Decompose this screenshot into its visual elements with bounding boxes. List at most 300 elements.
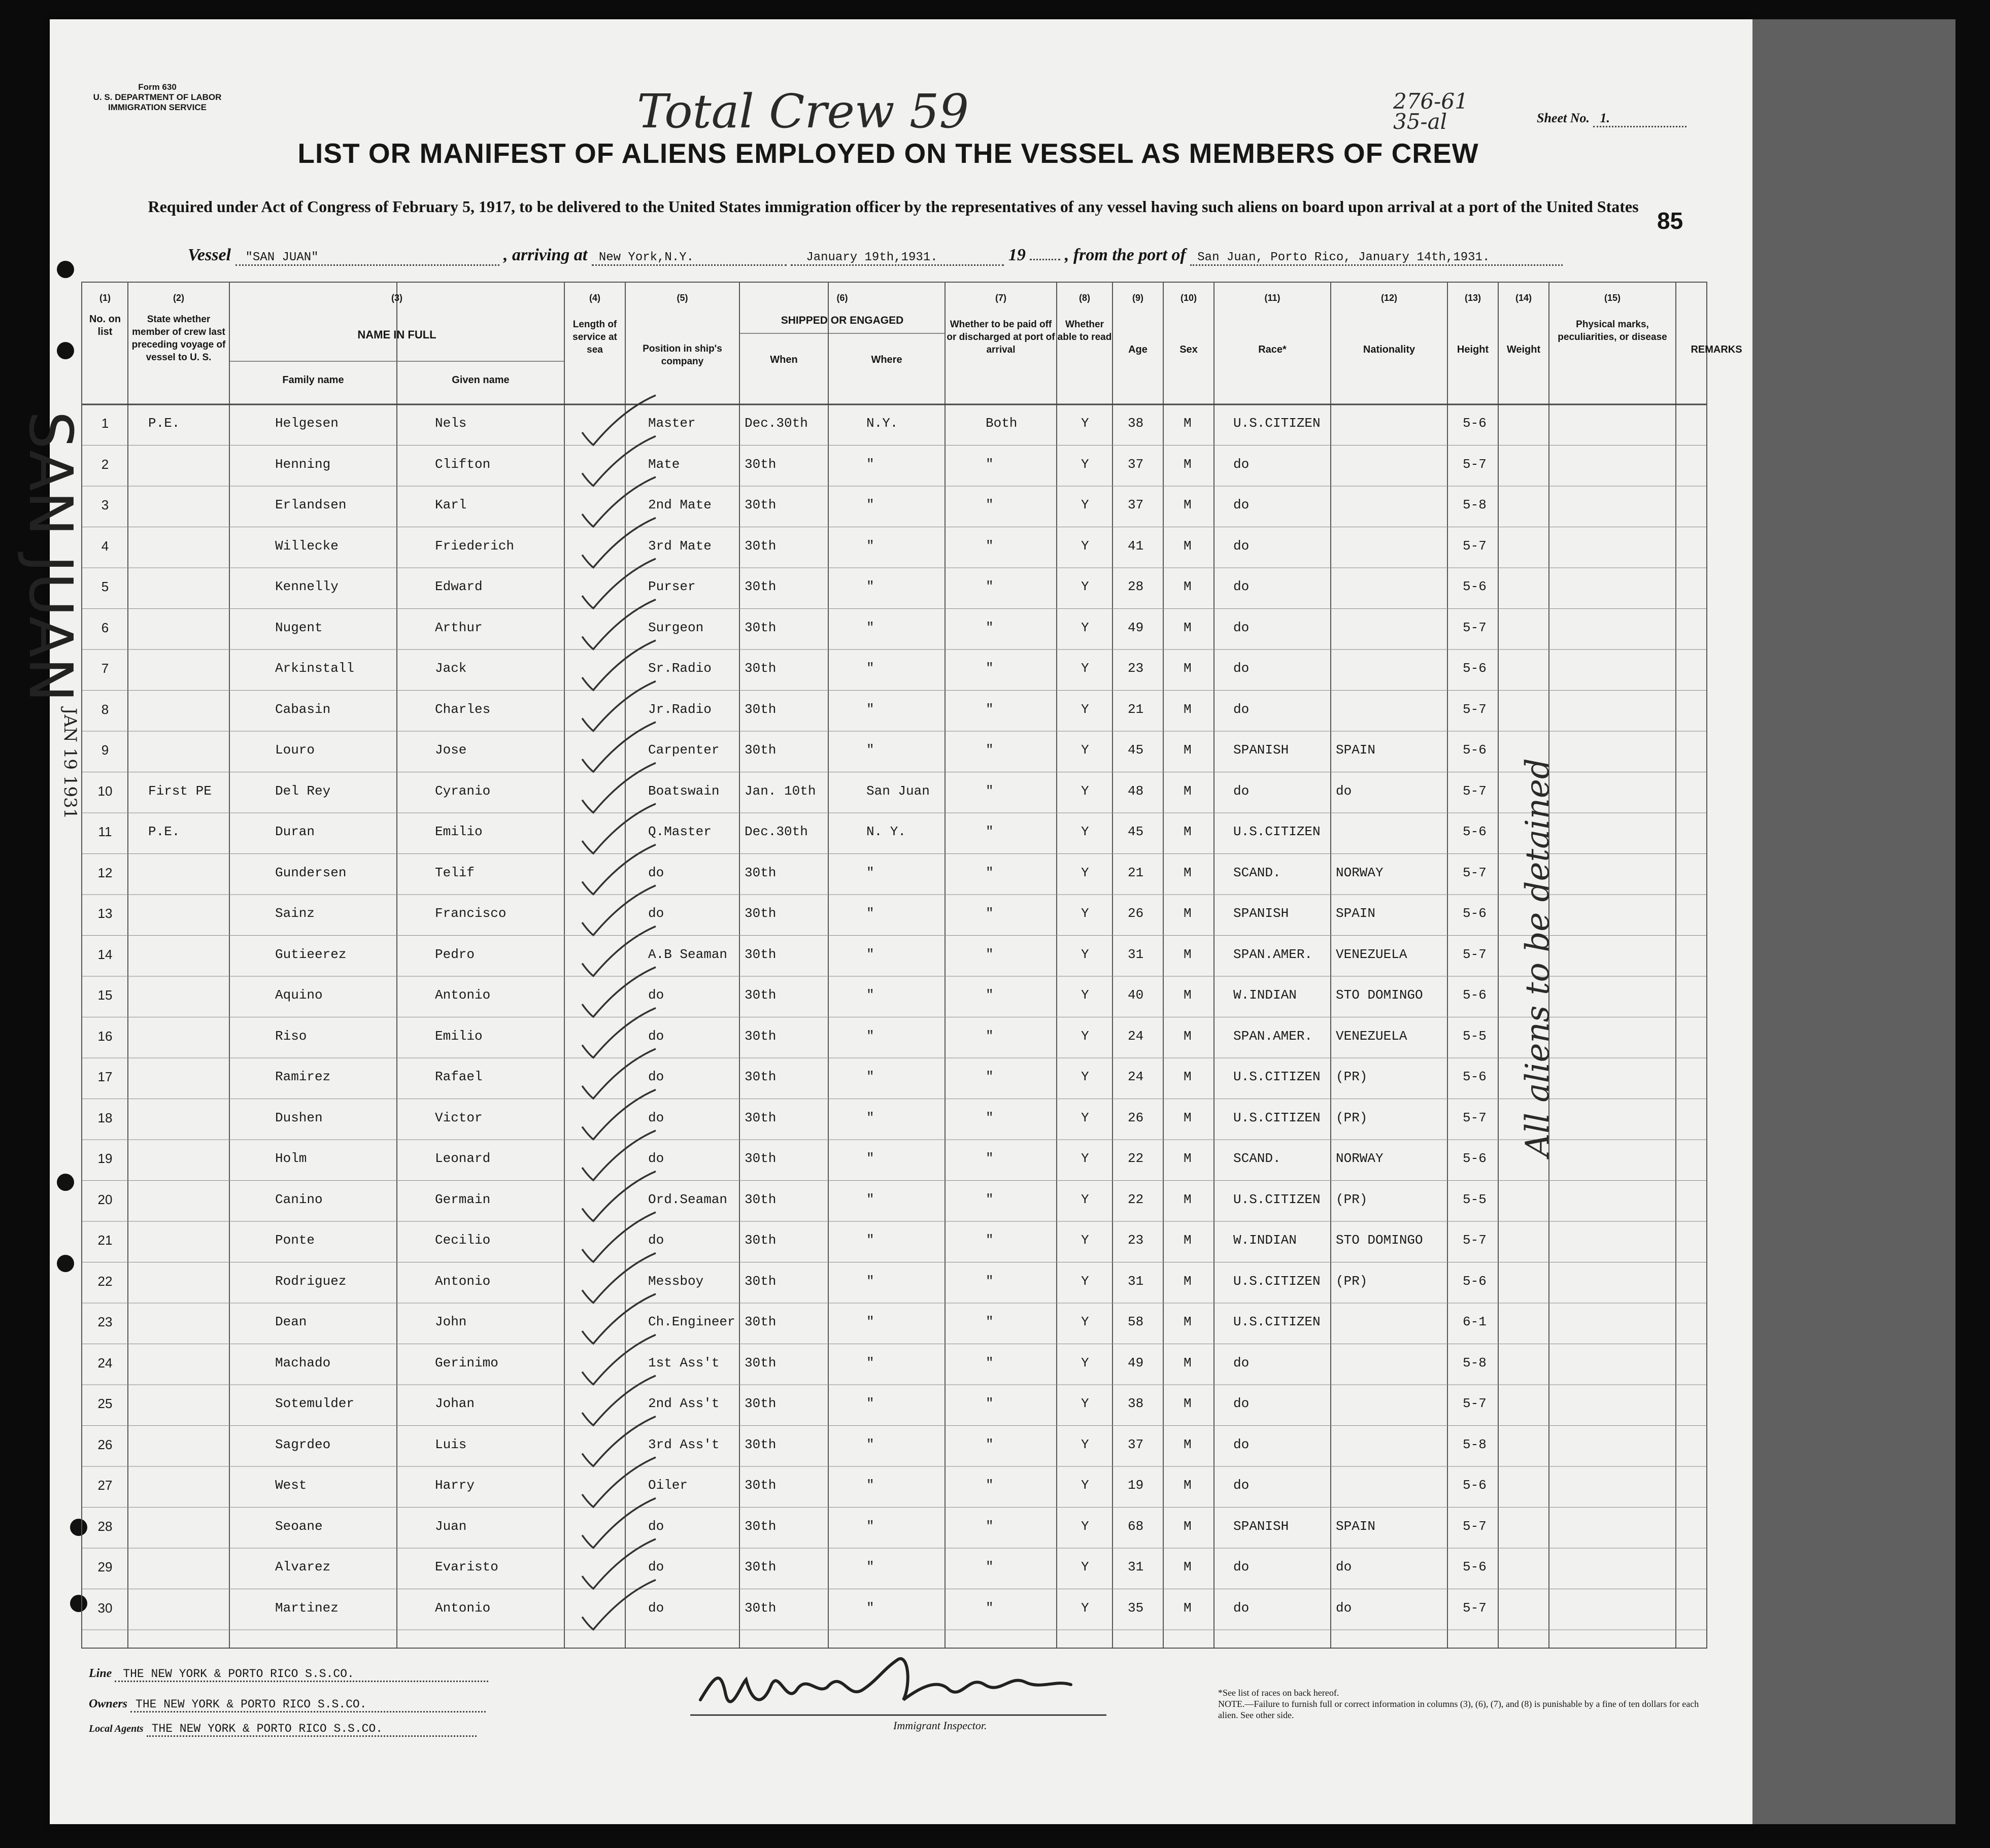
cell-no: 2 (101, 456, 109, 472)
cell-position: do (648, 1559, 664, 1575)
cell-where: " (866, 946, 874, 962)
cell-no: 23 (97, 1314, 113, 1329)
form-number: Form 630 (138, 82, 177, 92)
cell-position: 3rd Ass't (648, 1436, 720, 1452)
cell-when: 30th (745, 1151, 777, 1166)
cell-sex: M (1184, 701, 1192, 717)
cell-when: 30th (745, 1233, 777, 1248)
cell-sex: M (1184, 1191, 1192, 1207)
cell-no: 28 (97, 1518, 113, 1534)
cell-prev: P.E. (148, 416, 180, 431)
cell-height: 5-7 (1463, 538, 1487, 554)
cell-age: 31 (1128, 1559, 1144, 1575)
cell-read: Y (1081, 865, 1089, 880)
cell-where: San Juan (866, 783, 930, 799)
col-num-11: (11) (1264, 293, 1280, 303)
cell-position: Oiler (648, 1478, 688, 1493)
cell-where: N. Y. (866, 824, 906, 839)
cell-no: 4 (101, 538, 109, 554)
cell-nat: NORWAY (1336, 865, 1384, 880)
cell-paid: Both (986, 416, 1018, 431)
cell-read: Y (1081, 701, 1089, 717)
cell-no: 13 (97, 906, 113, 921)
cell-family: Gundersen (275, 865, 347, 880)
cell-sex: M (1184, 1028, 1192, 1044)
cell-read: Y (1081, 1436, 1089, 1452)
cell-read: Y (1081, 783, 1089, 799)
cell-family: Sainz (275, 906, 315, 921)
cell-where: " (866, 865, 874, 880)
cell-position: Purser (648, 579, 696, 594)
cell-height: 5-6 (1463, 1069, 1487, 1084)
cell-age: 21 (1128, 701, 1144, 717)
cell-age: 68 (1128, 1518, 1144, 1534)
cell-where: " (866, 1518, 874, 1534)
cell-nat: (PR) (1336, 1069, 1368, 1084)
cell-nat: (PR) (1336, 1273, 1368, 1289)
cell-no: 16 (97, 1028, 113, 1044)
cell-no: 29 (97, 1559, 113, 1575)
cell-sex: M (1184, 1518, 1192, 1534)
cell-family: Dushen (275, 1110, 323, 1125)
cell-sex: M (1184, 1273, 1192, 1289)
cell-where: " (866, 1559, 874, 1575)
cell-sex: M (1184, 497, 1192, 512)
cell-given: Edward (435, 579, 483, 594)
cell-height: 5-6 (1463, 1273, 1487, 1289)
cell-where: " (866, 538, 874, 554)
cell-sex: M (1184, 538, 1192, 554)
cell-age: 49 (1128, 620, 1144, 635)
agents-label: Local Agents (89, 1723, 144, 1734)
cell-position: do (648, 1518, 664, 1534)
cell-when: Dec.30th (745, 416, 808, 431)
cell-read: Y (1081, 416, 1089, 431)
cell-paid: " (986, 1600, 994, 1616)
cell-given: Emilio (435, 1028, 483, 1044)
cell-position: do (648, 1110, 664, 1125)
cell-paid: " (986, 1233, 994, 1248)
cell-read: Y (1081, 1028, 1089, 1044)
arriving-label: , arriving at (503, 246, 588, 264)
col-num-2: (2) (173, 293, 184, 303)
cell-when: 30th (745, 497, 777, 512)
page-number: 85 (1657, 208, 1683, 234)
cell-family: Sotemulder (275, 1396, 355, 1411)
cell-no: 7 (101, 661, 109, 676)
cell-height: 5-8 (1463, 1436, 1487, 1452)
cell-sex: M (1184, 620, 1192, 635)
col-num-3: (3) (391, 293, 402, 303)
cell-family: Sagrdeo (275, 1436, 331, 1452)
cell-paid: " (986, 742, 994, 758)
cell-sex: M (1184, 1559, 1192, 1575)
cell-family: Gutieerez (275, 946, 347, 962)
cell-paid: " (986, 538, 994, 554)
cell-no: 30 (97, 1600, 113, 1616)
cell-age: 35 (1128, 1600, 1144, 1616)
cell-position: Surgeon (648, 620, 704, 635)
cell-given: Emilio (435, 824, 483, 839)
cell-read: Y (1081, 1110, 1089, 1125)
cell-no: 27 (97, 1478, 113, 1493)
cell-where: " (866, 1151, 874, 1166)
cell-where: " (866, 579, 874, 594)
cell-where: " (866, 1233, 874, 1248)
cell-position: Jr.Radio (648, 701, 712, 717)
cell-height: 5-6 (1463, 1559, 1487, 1575)
cell-nat: (PR) (1336, 1191, 1368, 1207)
cell-paid: " (986, 824, 994, 839)
cell-when: Jan. 10th (745, 783, 816, 799)
cell-paid: " (986, 1559, 994, 1575)
cell-height: 5-7 (1463, 1110, 1487, 1125)
cell-family: Machado (275, 1355, 331, 1371)
cell-given: Karl (435, 497, 467, 512)
cell-no: 20 (97, 1191, 113, 1207)
cell-height: 5-6 (1463, 579, 1487, 594)
cell-nat: VENEZUELA (1336, 1028, 1407, 1044)
cell-height: 5-7 (1463, 1233, 1487, 1248)
cell-height: 5-6 (1463, 987, 1487, 1003)
cell-given: Germain (435, 1191, 491, 1207)
cell-position: Master (648, 416, 696, 431)
department-name: U. S. DEPARTMENT OF LABOR (93, 92, 222, 102)
cell-paid: " (986, 1518, 994, 1534)
arrival-stamp (16, 411, 86, 726)
penalty-note: NOTE.—Failure to furnish full or correct information in columns (3), (6), (7), and (8) is punishable by a fine of ten dollars for each alien. See other side. (1218, 1699, 1699, 1720)
cell-where: " (866, 1110, 874, 1125)
page-title: LIST OR MANIFEST OF ALIENS EMPLOYED ON THE VESSEL AS MEMBERS OF CREW (297, 138, 1479, 169)
cell-race: SPANISH (1233, 906, 1289, 921)
cell-nat: SPAIN (1336, 742, 1376, 758)
cell-sex: M (1184, 456, 1192, 472)
cell-family: Holm (275, 1151, 307, 1166)
col-head-remarks: REMARKS (1691, 344, 1742, 355)
cell-sex: M (1184, 1110, 1192, 1125)
stamp-date: JAN 19 1931 (60, 708, 80, 819)
cell-height: 5-7 (1463, 1600, 1487, 1616)
cell-read: Y (1081, 1396, 1089, 1411)
cell-race: do (1233, 497, 1250, 512)
cell-given: Jose (435, 742, 467, 758)
cell-position: 1st Ass't (648, 1355, 720, 1371)
cell-height: 5-8 (1463, 1355, 1487, 1371)
races-note: *See list of races on back hereof. (1218, 1688, 1339, 1698)
cell-sex: M (1184, 579, 1192, 594)
cell-position: 3rd Mate (648, 538, 712, 554)
cell-sex: M (1184, 865, 1192, 880)
cell-age: 40 (1128, 987, 1144, 1003)
footer-notes (1218, 1687, 1705, 1721)
cell-age: 37 (1128, 1436, 1144, 1452)
cell-paid: " (986, 1151, 994, 1166)
cell-height: 5-5 (1463, 1028, 1487, 1044)
cell-paid: " (986, 579, 994, 594)
owners-label: Owners (89, 1697, 128, 1710)
col-head-prev-voyage: State whether member of crew last preceding voyage of vessel to U. S. (131, 314, 226, 363)
from-label: , from the port of (1064, 246, 1186, 264)
cell-when: 30th (745, 865, 777, 880)
cell-age: 23 (1128, 1233, 1144, 1248)
arrival-port: New York,N.Y. (592, 251, 787, 266)
cell-height: 5-6 (1463, 1151, 1487, 1166)
cell-where: " (866, 1478, 874, 1493)
col-head-height: Height (1457, 344, 1489, 355)
cell-family: Nugent (275, 620, 323, 635)
cell-when: 30th (745, 538, 777, 554)
cell-height: 5-7 (1463, 701, 1487, 717)
cell-nat: STO DOMINGO (1336, 1233, 1423, 1248)
cell-age: 23 (1128, 661, 1144, 676)
col-head-read: Whether able to read (1057, 319, 1112, 343)
cell-no: 21 (97, 1233, 113, 1248)
cell-family: West (275, 1478, 307, 1493)
cell-sex: M (1184, 987, 1192, 1003)
cell-sex: M (1184, 824, 1192, 839)
cell-race: do (1233, 783, 1250, 799)
cell-sex: M (1184, 946, 1192, 962)
cell-when: 30th (745, 701, 777, 717)
cell-race: SCAND. (1233, 1151, 1281, 1166)
cell-height: 5-7 (1463, 865, 1487, 880)
cell-position: Carpenter (648, 742, 720, 758)
cell-family: Duran (275, 824, 315, 839)
cell-family: Aquino (275, 987, 323, 1003)
cell-paid: " (986, 1478, 994, 1493)
cell-read: Y (1081, 824, 1089, 839)
total-crew-note: Total Crew 59 (637, 84, 969, 139)
cell-read: Y (1081, 1273, 1089, 1289)
cell-height: 5-6 (1463, 906, 1487, 921)
cell-when: Dec.30th (745, 824, 808, 839)
cell-paid: " (986, 701, 994, 717)
cell-paid: " (986, 1028, 994, 1044)
cell-family: Seoane (275, 1518, 323, 1534)
cell-height: 5-6 (1463, 742, 1487, 758)
cell-position: do (648, 1069, 664, 1084)
cell-when: 30th (745, 946, 777, 962)
cell-family: Riso (275, 1028, 307, 1044)
cell-given: Johan (435, 1396, 475, 1411)
cell-given: Leonard (435, 1151, 491, 1166)
cell-age: 38 (1128, 416, 1144, 431)
vessel-line (188, 246, 1660, 271)
cell-race: W.INDIAN (1233, 987, 1297, 1003)
cell-race: do (1233, 538, 1250, 554)
cell-given: Francisco (435, 906, 507, 921)
cell-race: do (1233, 620, 1250, 635)
cell-age: 45 (1128, 824, 1144, 839)
cell-age: 38 (1128, 1396, 1144, 1411)
cell-given: Antonio (435, 1600, 491, 1616)
departure-port: San Juan, Porto Rico, January 14th,1931. (1190, 251, 1563, 266)
col-head-given-name: Given name (452, 374, 510, 386)
cell-where: " (866, 1273, 874, 1289)
cell-height: 5-7 (1463, 456, 1487, 472)
cell-paid: " (986, 1396, 994, 1411)
binder-hole (57, 342, 74, 359)
cell-race: do (1233, 1559, 1250, 1575)
cell-race: do (1233, 661, 1250, 676)
cell-read: Y (1081, 1600, 1089, 1616)
cell-when: 30th (745, 1273, 777, 1289)
cell-sex: M (1184, 1396, 1192, 1411)
cell-age: 22 (1128, 1191, 1144, 1207)
cell-position: A.B Seaman (648, 946, 728, 962)
cell-race: SPANISH (1233, 742, 1289, 758)
cell-position: Mate (648, 456, 680, 472)
cell-no: 22 (97, 1273, 113, 1289)
cell-family: Dean (275, 1314, 307, 1329)
cell-position: Ch.Engineer (648, 1314, 735, 1329)
cell-when: 30th (745, 456, 777, 472)
cell-nat: do (1336, 783, 1352, 799)
cell-sex: M (1184, 1151, 1192, 1166)
cell-family: Helgesen (275, 416, 339, 431)
cell-position: do (648, 1151, 664, 1166)
cell-family: Ramirez (275, 1069, 331, 1084)
year-label: 19 (1008, 246, 1026, 264)
cell-paid: " (986, 1069, 994, 1084)
cell-age: 22 (1128, 1151, 1144, 1166)
cell-family: Del Rey (275, 783, 331, 799)
cell-where: N.Y. (866, 416, 898, 431)
cell-position: 2nd Ass't (648, 1396, 720, 1411)
col-head-paid-off: Whether to be paid off or discharged at port of arrival (947, 319, 1055, 355)
cell-sex: M (1184, 416, 1192, 431)
cell-position: Ord.Seaman (648, 1191, 728, 1207)
sheet-number: 1. (1593, 111, 1687, 127)
cell-age: 26 (1128, 906, 1144, 921)
cell-race: do (1233, 1396, 1250, 1411)
footer-line-field (89, 1667, 698, 1682)
cell-when: 30th (745, 1436, 777, 1452)
cell-no: 8 (101, 701, 109, 717)
line-value: THE NEW YORK & PORTO RICO S.S.CO. (115, 1667, 488, 1682)
cell-given: Harry (435, 1478, 475, 1493)
corner-note (1393, 91, 1468, 132)
cell-family: Ponte (275, 1233, 315, 1248)
cell-paid: " (986, 1191, 994, 1207)
cell-read: Y (1081, 538, 1089, 554)
col-head-race: Race* (1258, 344, 1287, 355)
cell-paid: " (986, 456, 994, 472)
service-name: IMMIGRATION SERVICE (108, 102, 207, 112)
cell-when: 30th (745, 1478, 777, 1493)
cell-paid: " (986, 987, 994, 1003)
cell-position: do (648, 1028, 664, 1044)
line-label: Line (89, 1667, 112, 1680)
cell-read: Y (1081, 620, 1089, 635)
cell-family: Alvarez (275, 1559, 331, 1575)
cell-where: " (866, 987, 874, 1003)
vessel-name: "SAN JUAN" (235, 251, 499, 266)
cell-race: U.S.CITIZEN (1233, 1191, 1321, 1207)
cell-age: 26 (1128, 1110, 1144, 1125)
cell-given: Clifton (435, 456, 491, 472)
cell-race: do (1233, 1478, 1250, 1493)
cell-where: " (866, 1600, 874, 1616)
cell-read: Y (1081, 456, 1089, 472)
cell-nat: do (1336, 1600, 1352, 1616)
col-num-15: (15) (1604, 293, 1621, 303)
cell-prev: First PE (148, 783, 212, 799)
cell-paid: " (986, 1273, 994, 1289)
inspector-caption: Immigrant Inspector. (893, 1719, 987, 1732)
cell-given: John (435, 1314, 467, 1329)
cell-height: 5-6 (1463, 1478, 1487, 1493)
cell-age: 24 (1128, 1069, 1144, 1084)
cell-no: 14 (97, 946, 113, 962)
cell-paid: " (986, 946, 994, 962)
cell-given: Cecilio (435, 1233, 491, 1248)
cell-read: Y (1081, 1191, 1089, 1207)
cell-given: Rafael (435, 1069, 483, 1084)
cell-read: Y (1081, 742, 1089, 758)
stamp-ship-name: SAN JUAN (16, 411, 86, 702)
cell-given: Juan (435, 1518, 467, 1534)
cell-where: " (866, 620, 874, 635)
col-num-8: (8) (1079, 293, 1090, 303)
col-head-nationality: Nationality (1363, 344, 1415, 355)
col-head-where: Where (871, 354, 902, 365)
col-num-14: (14) (1515, 293, 1532, 303)
cell-when: 30th (745, 1028, 777, 1044)
cell-family: Rodriguez (275, 1273, 347, 1289)
cell-when: 30th (745, 1110, 777, 1125)
cell-height: 6-1 (1463, 1314, 1487, 1329)
cell-given: Telif (435, 865, 475, 880)
cell-sex: M (1184, 1069, 1192, 1084)
cell-race: W.INDIAN (1233, 1233, 1297, 1248)
cell-height: 5-5 (1463, 1191, 1487, 1207)
cell-age: 37 (1128, 497, 1144, 512)
cell-when: 30th (745, 1191, 777, 1207)
form-id (76, 82, 239, 113)
cell-position: Sr.Radio (648, 661, 712, 676)
cell-no: 3 (101, 497, 109, 512)
cell-no: 17 (97, 1069, 113, 1084)
cell-age: 21 (1128, 865, 1144, 880)
cell-paid: " (986, 1314, 994, 1329)
cell-where: " (866, 1069, 874, 1084)
cell-when: 30th (745, 1600, 777, 1616)
cell-when: 30th (745, 1069, 777, 1084)
cell-position: do (648, 1600, 664, 1616)
footer-owners-field (89, 1697, 698, 1713)
cell-position: 2nd Mate (648, 497, 712, 512)
cell-paid: " (986, 1355, 994, 1371)
cell-race: U.S.CITIZEN (1233, 416, 1321, 431)
cell-given: Nels (435, 416, 467, 431)
binder-hole (57, 1174, 74, 1191)
binder-hole (57, 1255, 74, 1272)
scan-edge-strip (1752, 19, 1955, 1824)
col-head-length-service: Length of service at sea (572, 319, 617, 355)
cell-where: " (866, 701, 874, 717)
cell-when: 30th (745, 1396, 777, 1411)
cell-where: " (866, 661, 874, 676)
col-head-physical-marks: Physical marks, peculiarities, or disease (1558, 319, 1667, 343)
cell-sex: M (1184, 1314, 1192, 1329)
cell-given: Antonio (435, 1273, 491, 1289)
cell-race: SPAN.AMER. (1233, 946, 1313, 962)
cell-given: Pedro (435, 946, 475, 962)
col-num-7: (7) (995, 293, 1006, 303)
cell-nat: VENEZUELA (1336, 946, 1407, 962)
cell-race: SCAND. (1233, 865, 1281, 880)
